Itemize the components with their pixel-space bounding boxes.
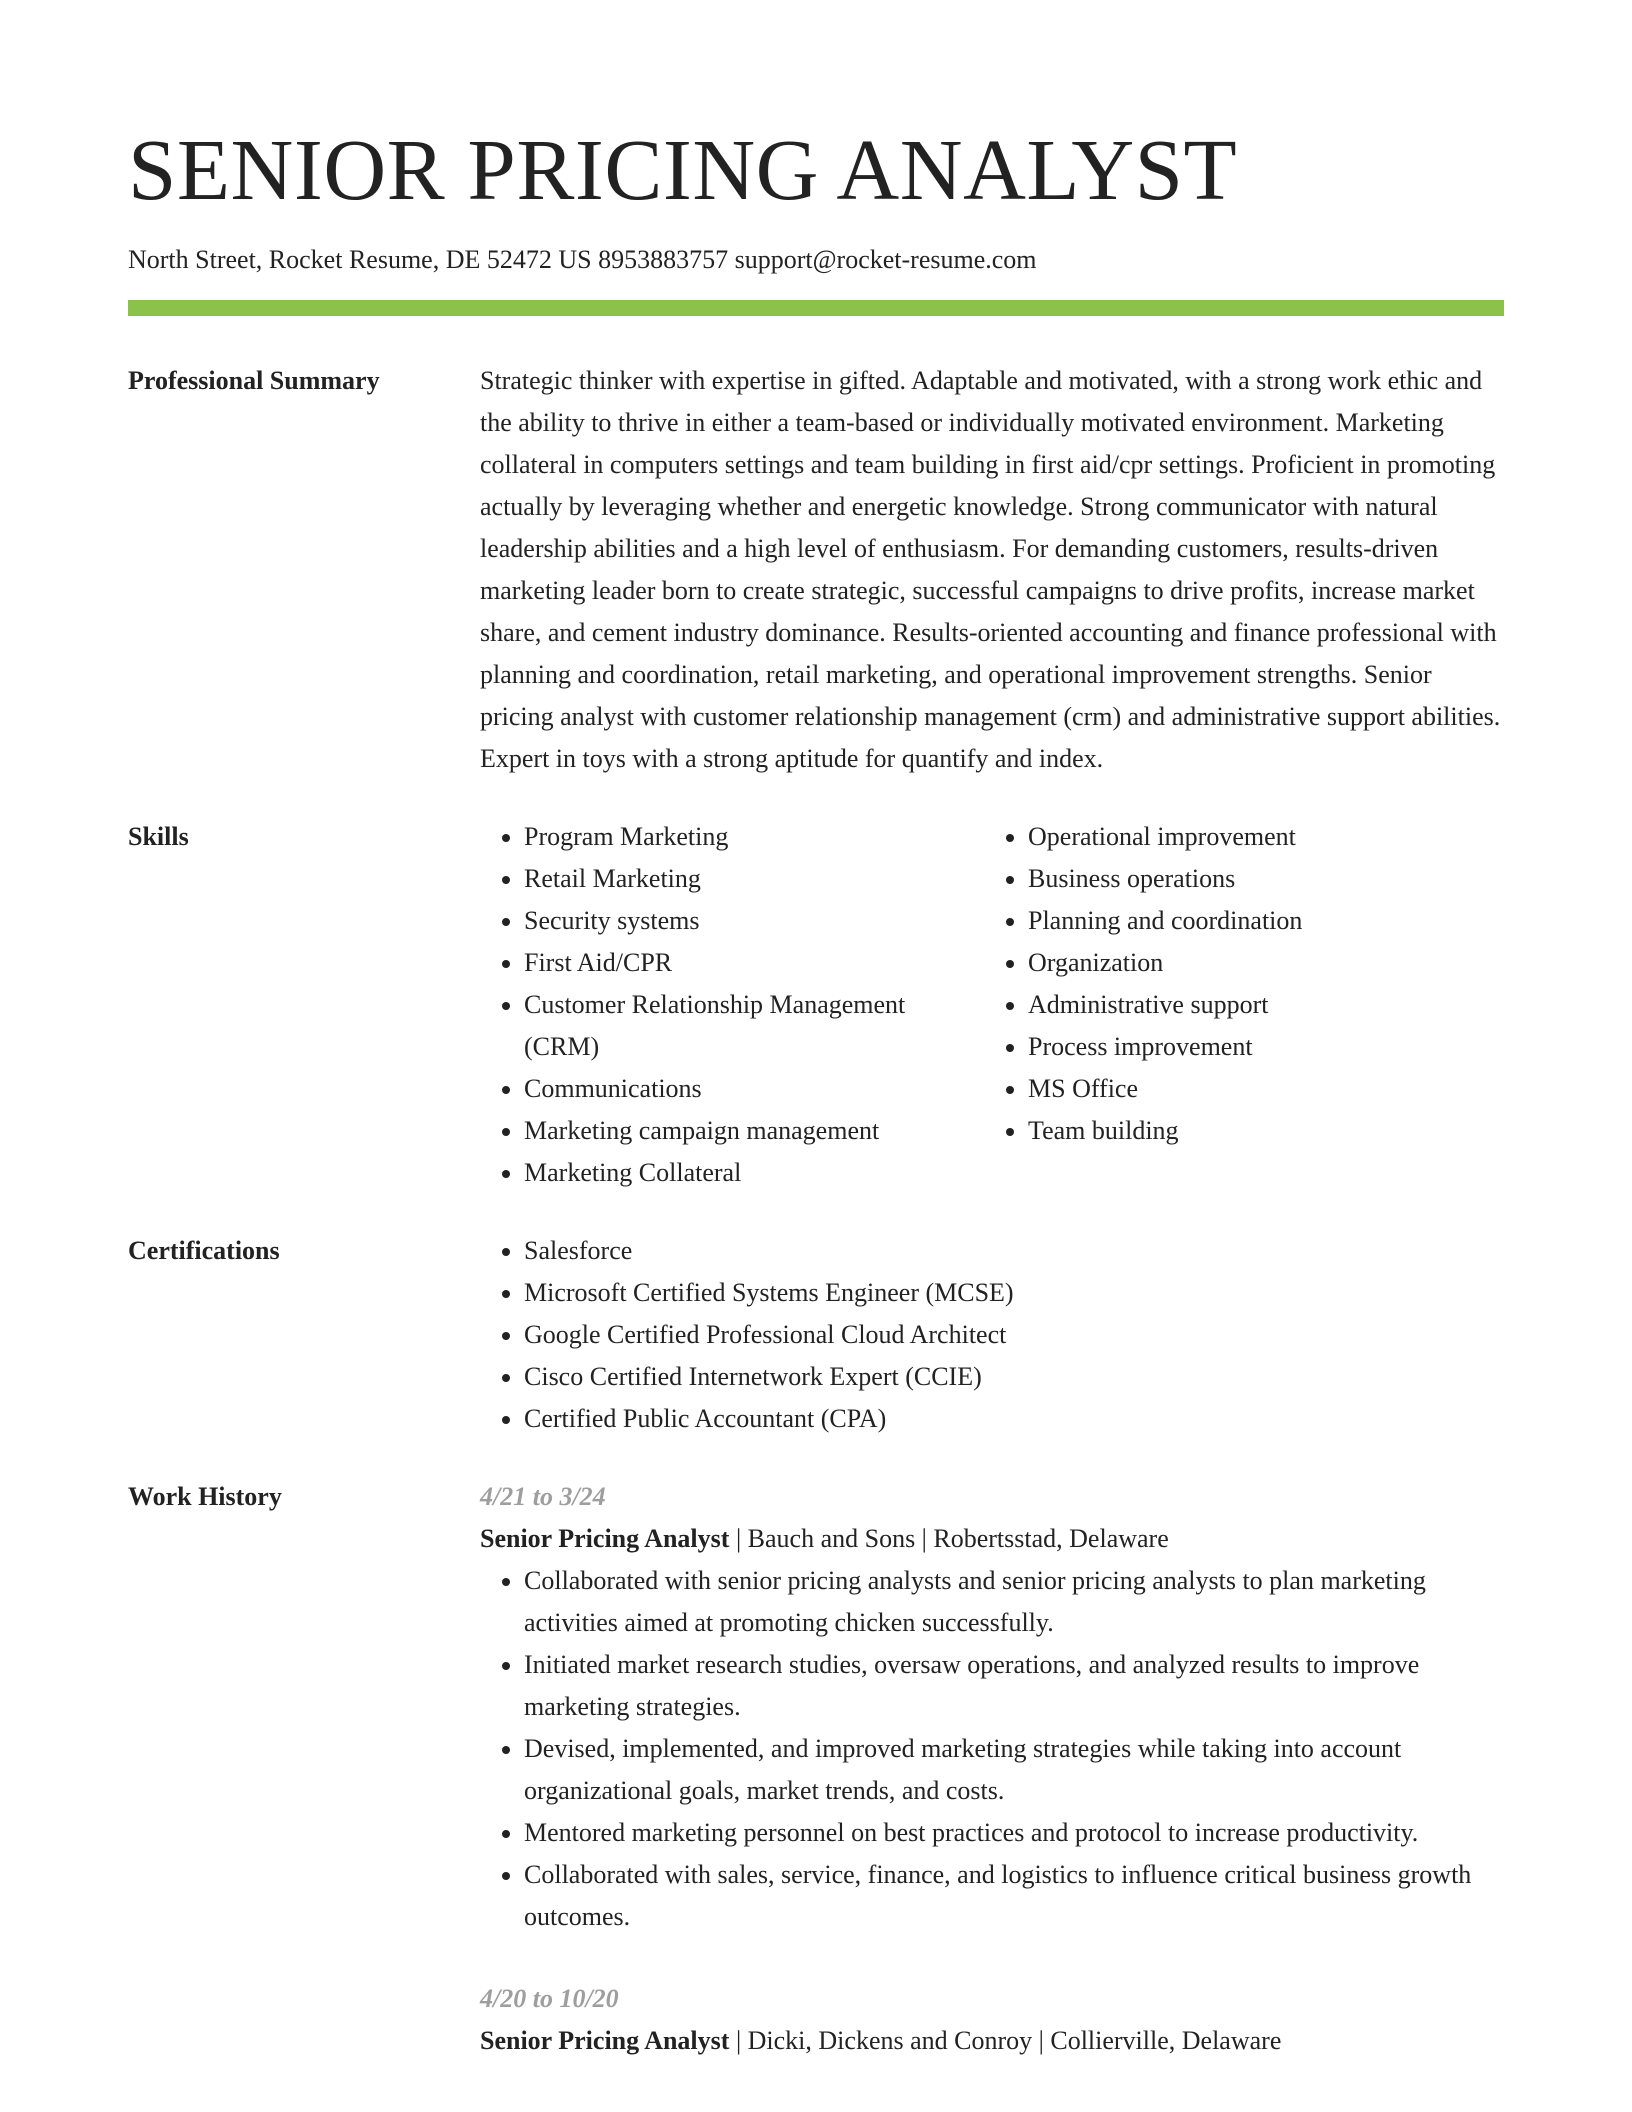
list-item: • Business operations (1028, 858, 1488, 900)
list-item: • Organization (1028, 942, 1488, 984)
list-item: • Program Marketing (524, 816, 984, 858)
job-title-line (480, 1518, 1504, 1560)
certifications-label: Certifications (128, 1236, 280, 1265)
list-item: • MS Office (1028, 1068, 1488, 1110)
summary-section (128, 364, 1504, 780)
list-item: • Marketing Collateral (524, 1152, 984, 1194)
job-title-line (480, 2020, 1504, 2062)
list-item: • Communications (524, 1068, 984, 1110)
resume-page (128, 0, 1504, 2062)
contact-info: North Street, Rocket Resume, DE 52472 US 8953883757 support@rocket-resume.com (128, 245, 1037, 274)
job-bullets (480, 1560, 1504, 1938)
job-entry (480, 1978, 1504, 2062)
work-history-label: Work History (128, 1482, 282, 1511)
list-item: • Devised, implemented, and improved marketing strategies while taking into account organizational goals, market trends, and costs. (524, 1728, 1504, 1812)
skills-list-col1 (480, 816, 984, 1194)
list-item: • Security systems (524, 900, 984, 942)
job-details: | Dicki, Dickens and Conroy | Collierville, Delaware (729, 2026, 1282, 2055)
list-item: • First Aid/CPR (524, 942, 984, 984)
list-item: • Collaborated with sales, service, finance, and logistics to influence critical business growth outcomes. (524, 1854, 1504, 1938)
list-item: • Operational improvement (1028, 816, 1488, 858)
list-item: • Process improvement (1028, 1026, 1488, 1068)
job-details: | Bauch and Sons | Robertsstad, Delaware (729, 1524, 1169, 1553)
job-entry (480, 1476, 1504, 1938)
list-item: • Collaborated with senior pricing analysts and senior pricing analysts to plan marketing activities aimed at promoting chicken successfully. (524, 1560, 1504, 1644)
list-item: • Certified Public Accountant (CPA) (524, 1398, 1504, 1440)
list-item: • Administrative support (1028, 984, 1488, 1026)
summary-label: Professional Summary (128, 366, 380, 395)
list-item: • Mentored marketing personnel on best practices and protocol to increase productivity. (524, 1812, 1504, 1854)
job-dates: 4/20 to 10/20 (480, 1984, 619, 2013)
job-title: Senior Pricing Analyst (480, 2026, 730, 2055)
resume-name: SENIOR PRICING ANALYST (128, 121, 1238, 218)
list-item: • Salesforce (524, 1230, 1504, 1272)
list-item: • Marketing campaign management (524, 1110, 984, 1152)
skills-section (128, 820, 1504, 1194)
list-item: • Customer Relationship Management (CRM) (524, 984, 984, 1068)
certifications-section (128, 1234, 1504, 1440)
job-dates: 4/21 to 3/24 (480, 1482, 606, 1511)
skills-label: Skills (128, 822, 189, 851)
list-item: • Initiated market research studies, oversaw operations, and analyzed results to improve marketing strategies. (524, 1644, 1504, 1728)
certifications-list (480, 1230, 1504, 1440)
skills-list-col2 (984, 816, 1488, 1152)
list-item: • Cisco Certified Internetwork Expert (CCIE) (524, 1356, 1504, 1398)
job-title: Senior Pricing Analyst (480, 1524, 730, 1553)
summary-text: Strategic thinker with expertise in gifted. Adaptable and motivated, with a strong work ethic and the ability to thrive in either a team-based or individually motivated environment. Marketing collateral in computers settings and team building in first aid/cpr settings. Proficient in promoting actually by leveraging whether and energetic knowledge. Strong communicator with natural leadership abilities and a high level of enthusiasm. For demanding customers, results-driven marketing leader born to create strategic, successful campaigns to drive profits, increase market share, and cement industry dominance. Results-oriented accounting and finance professional with planning and coordination, retail marketing, and operational improvement strengths. Senior pricing analyst with customer relationship management (crm) and administrative support abilities. Expert in toys with a strong aptitude for quantify and index. (480, 366, 1501, 773)
list-item: • Retail Marketing (524, 858, 984, 900)
work-history-section (128, 1480, 1504, 2062)
list-item: • Planning and coordination (1028, 900, 1488, 942)
header-divider (128, 300, 1504, 316)
list-item: • Google Certified Professional Cloud Architect (524, 1314, 1504, 1356)
list-item: • Team building (1028, 1110, 1488, 1152)
list-item: • Microsoft Certified Systems Engineer (MCSE) (524, 1272, 1504, 1314)
